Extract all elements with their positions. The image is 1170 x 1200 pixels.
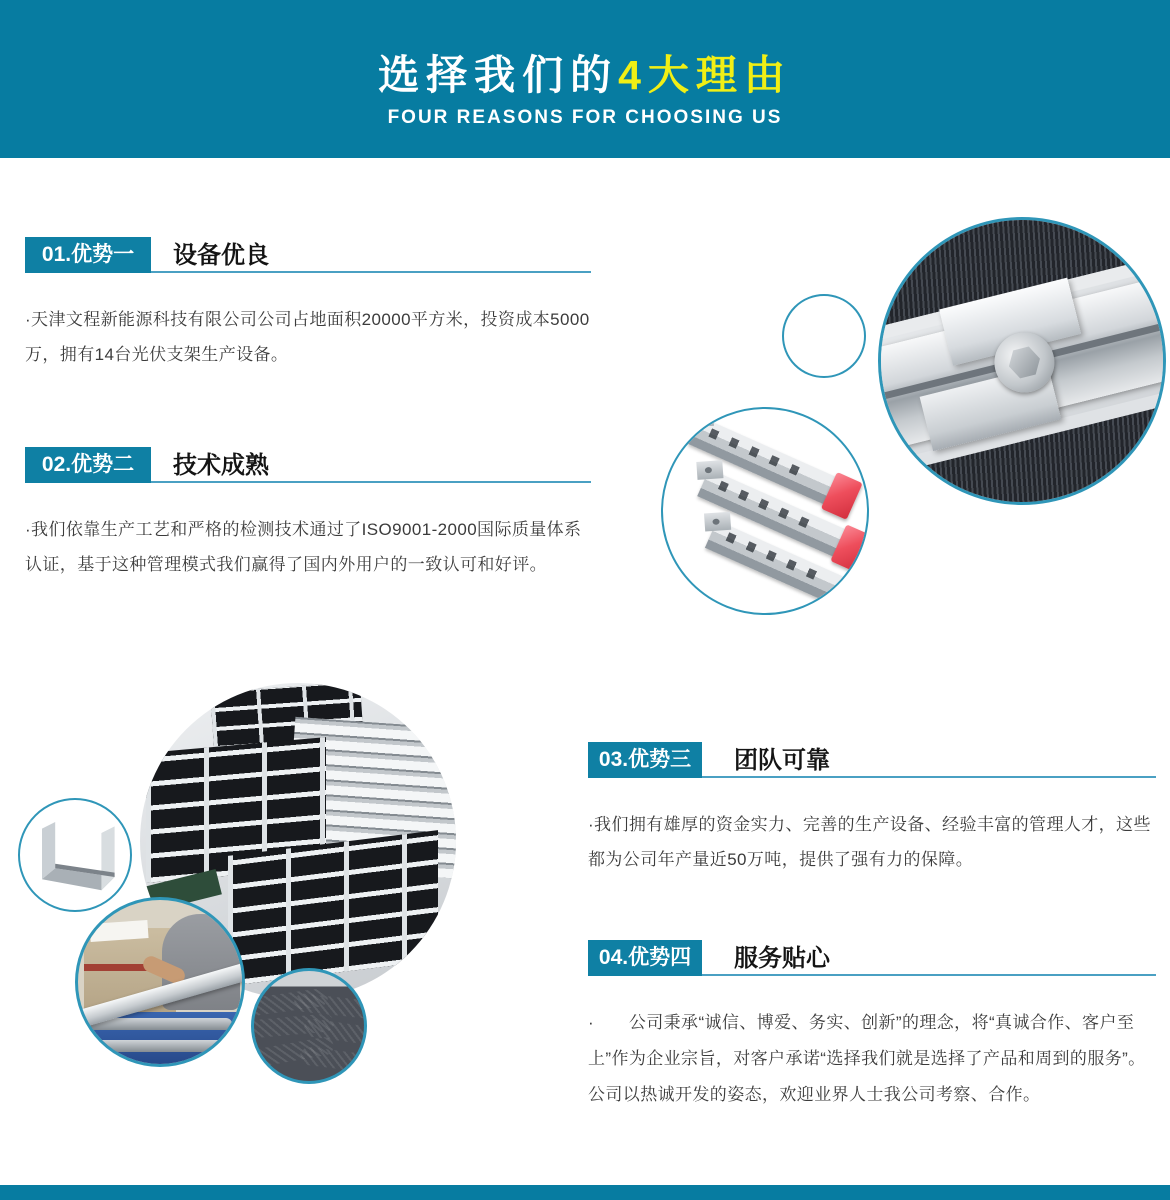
section-advantage-2 [25, 447, 591, 582]
section-3-title: 团队可靠 [734, 747, 830, 774]
section-4-title: 服务贴心 [734, 945, 830, 972]
page-title-accent: 4大理由 [618, 52, 792, 98]
section-4-underline [702, 974, 1156, 976]
factory-machine-photo [75, 897, 245, 1067]
section-2-header [25, 447, 591, 483]
tube-stack-front [228, 830, 438, 986]
page-title [0, 42, 1170, 101]
clamp-scene [878, 217, 1166, 505]
section-advantage-1 [25, 237, 591, 372]
section-1-title: 设备优良 [173, 242, 269, 269]
u-channel-icon [20, 800, 130, 910]
section-3-badge: 03.优势三 [588, 742, 702, 778]
red-end-cap [838, 576, 869, 615]
decorative-ring [782, 294, 866, 378]
section-1-underline [151, 271, 591, 273]
red-end-cap [830, 524, 869, 572]
section-4-header [588, 940, 1156, 976]
red-cap-brackets-photo [661, 407, 869, 615]
section-3-underline [702, 776, 1156, 778]
page-subtitle: FOUR REASONS FOR CHOOSING US [387, 107, 783, 128]
machine-roller [92, 1040, 242, 1052]
red-end-cap [821, 472, 863, 520]
section-2-badge: 02.优势二 [25, 447, 151, 483]
section-4-badge: 04.优势四 [588, 940, 702, 976]
wrapped-bundles-photo [251, 968, 367, 1084]
hex-socket [1005, 343, 1044, 382]
section-1-body: ·天津文程新能源科技有限公司公司占地面积20000平方米，投资成本5000万，拥有14台光伏支架生产设备。 [25, 310, 590, 364]
header-band [0, 0, 1170, 158]
solar-clamp-photo [878, 217, 1166, 505]
section-1-header [25, 237, 591, 273]
brackets-scene [661, 407, 869, 615]
section-advantage-4 [588, 940, 1156, 1113]
section-3-header [588, 742, 1156, 778]
section-1-badge: 01.优势一 [25, 237, 151, 273]
section-4-body: · 公司秉承“诚信、博爱、务实、创新”的理念，将“真诚合作、客户至上”作为企业宗旨，对客户承诺“选择我们就是选择了产品和周到的服务”。公司以热诚开发的姿态，欢迎业界人士我公司考察、合作。 [588, 1013, 1146, 1104]
section-advantage-3 [588, 742, 1156, 877]
section-2-underline [151, 481, 591, 483]
section-2-body: ·我们依靠生产工艺和严格的检测技术通过了ISO9001-2000国际质量体系认证，基于这种管理模式我们赢得了国内外用户的一致认可和好评。 [25, 520, 582, 574]
bundle [299, 1046, 367, 1074]
footer-band [0, 1185, 1170, 1200]
section-2-title: 技术成熟 [173, 452, 269, 479]
section-3-body: ·我们拥有雄厚的资金实力、完善的生产设备、经验丰富的管理人才，这些都为公司年产量近50万吨，提供了强有力的保障。 [588, 815, 1151, 869]
u-channel-steel-photo [18, 798, 132, 912]
page-title-main: 选择我们的 [378, 52, 619, 98]
